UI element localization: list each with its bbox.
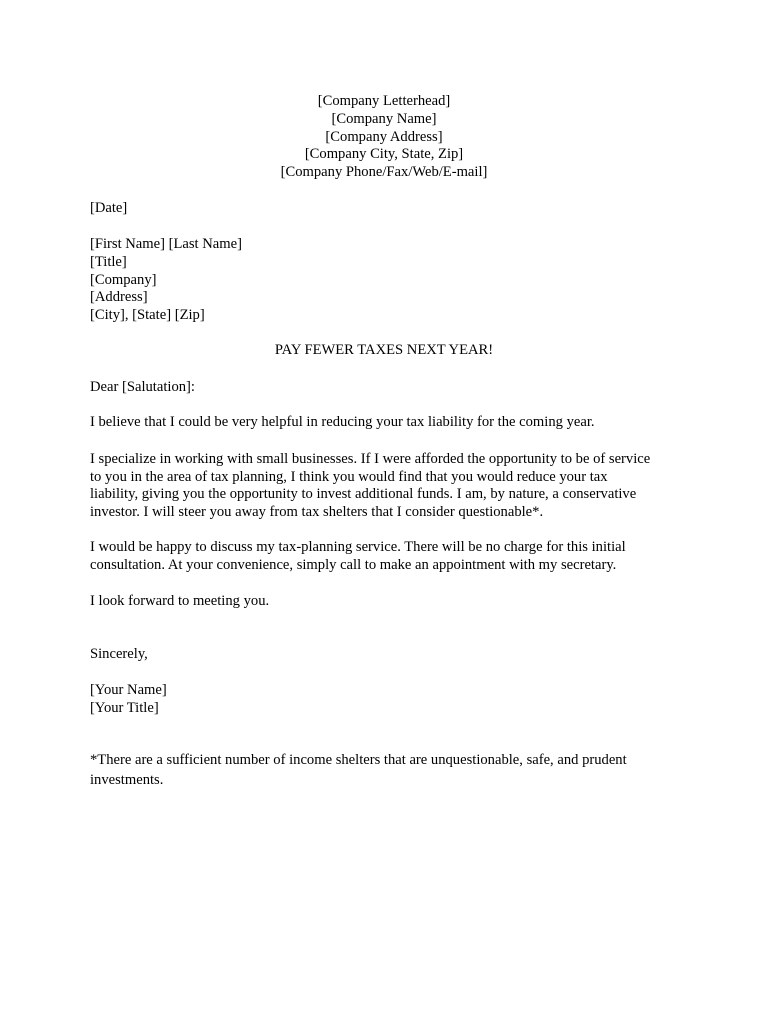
letter-date: [Date] bbox=[90, 200, 128, 216]
paragraph-line: to you in the area of tax planning, I think you would find that you would reduce your tax bbox=[90, 468, 608, 485]
company-city-state-zip: [Company City, State, Zip] bbox=[304, 146, 464, 163]
subject-line: PAY FEWER TAXES NEXT YEAR! bbox=[274, 342, 494, 358]
signer-title: [Your Title] bbox=[90, 699, 159, 716]
company-contact: [Company Phone/Fax/Web/E-mail] bbox=[280, 164, 488, 181]
recipient-name: [First Name] [Last Name] bbox=[90, 236, 242, 252]
signer-name: [Your Name] bbox=[90, 682, 167, 698]
letterhead bbox=[0, 93, 768, 182]
signature-block bbox=[90, 682, 680, 718]
salutation bbox=[90, 379, 680, 397]
company-address: [Company Address] bbox=[325, 128, 443, 145]
body-paragraph-4 bbox=[90, 593, 680, 611]
body-paragraph-3 bbox=[90, 539, 680, 574]
footnote-line: *There are a sufficient number of income shelters that are unquestionable, safe, and prudent bbox=[90, 752, 627, 768]
footnote-line: investments. bbox=[90, 771, 164, 788]
closing bbox=[90, 646, 680, 664]
salutation-text: Dear [Salutation]: bbox=[90, 379, 195, 395]
paragraph-line: I specialize in working with small businesses. If I were afforded the opportunity to be of service bbox=[90, 451, 651, 467]
paragraph-line: liability, giving you the opportunity to invest additional funds. I am, by nature, a conservative bbox=[90, 486, 637, 502]
paragraph-line: I believe that I could be very helpful in reducing your tax liability for the coming year. bbox=[90, 414, 595, 430]
recipient-address: [Address] bbox=[90, 289, 148, 306]
paragraph-line: I look forward to meeting you. bbox=[90, 593, 270, 609]
recipient-block bbox=[90, 236, 680, 325]
footnote bbox=[90, 751, 680, 790]
paragraph-line: consultation. At your convenience, simply call to make an appointment with my secretary. bbox=[90, 556, 617, 573]
letterhead-title: [Company Letterhead] bbox=[317, 93, 451, 109]
body-paragraph-1 bbox=[90, 414, 680, 432]
company-name: [Company Name] bbox=[331, 110, 437, 127]
recipient-title: [Title] bbox=[90, 253, 127, 270]
closing-text: Sincerely, bbox=[90, 646, 148, 662]
paragraph-line: I would be happy to discuss my tax-planning service. There will be no charge for this initial bbox=[90, 539, 626, 555]
paragraph-line: investor. I will steer you away from tax shelters that I consider questionable*. bbox=[90, 503, 544, 520]
recipient-company: [Company] bbox=[90, 271, 157, 288]
date-block bbox=[90, 200, 680, 218]
recipient-city-state-zip: [City], [State] [Zip] bbox=[90, 307, 205, 324]
body-paragraph-2 bbox=[90, 451, 680, 521]
